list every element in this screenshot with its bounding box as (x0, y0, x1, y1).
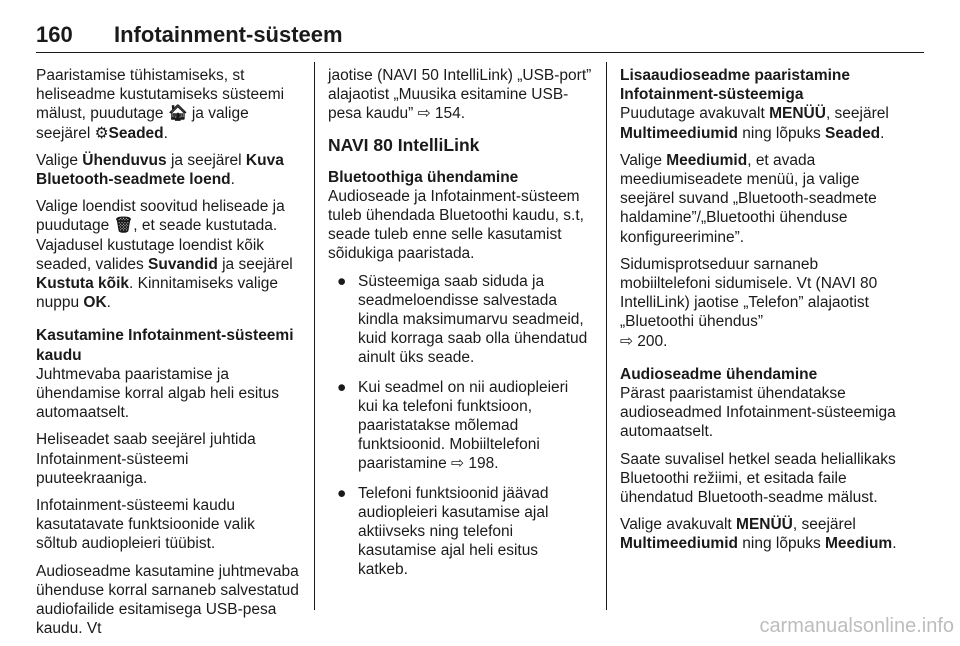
section-heading: Kasutamine Infotainment-süsteemi kaudu (36, 327, 294, 364)
paragraph: Valige avakuvalt MENÜÜ, seejärel Multimeediumid ning lõpuks Meedium. (620, 516, 897, 553)
list-item: ● Kui seadmel on nii audiopleieri kui ka telefoni funktsioon, paaristatakse mõlemad funktsioonid. Mobiiltelefoni paaristamine ⇨ 198. (337, 378, 569, 473)
page-ref-arrow-icon: ⇨ (451, 455, 469, 473)
header-rule (36, 52, 924, 53)
paragraph: Valige Meediumid, et avada meediumiseadete menüü, ja valige seejärel suvand „Bluetooth-seadmete haldamine”/„Bluetoothi ühenduse konfigureerimine”. (620, 151, 877, 246)
page-title: Infotainment-süsteem (114, 22, 343, 47)
gear-icon: ⚙ (94, 124, 109, 142)
column-3 (620, 66, 906, 562)
list-item: ● Telefoni funktsioonid jäävad audiopleieri kasutamise ajal aktiivseks ning telefoni kasutamise ajal heli esitus katkeb. (337, 484, 549, 579)
home-icon: 🏠︎ (167, 105, 188, 123)
paragraph: Infotainment-süsteemi kaudu kasutatavate funktsioonide valik sõltub audiopleieri tüübist. (36, 497, 255, 553)
paragraph: Audioseade ja Infotainment-süsteem tuleb ühendada Bluetoothi kaudu, s.t, seade tuleb enne selle kasutamist sõidukiga paaristada. (328, 187, 584, 263)
paragraph: Juhtmevaba paaristamise ja ühendamise korral algab heli esitus automaatselt. (36, 365, 279, 422)
page-number: 160 (36, 22, 73, 47)
paragraph: Paaristamise tühistamiseks, st heliseadme kustutamiseks süsteemi mälust, puudutage 🏠︎ ja valige seejärel ⚙Seaded. (36, 67, 285, 142)
paragraph: Pärast paaristamist ühendatakse audioseadmed Infotainment-süsteemiga automaatselt. (620, 385, 896, 441)
column-1 (36, 66, 300, 646)
page-ref-arrow-icon: ⇨ (620, 332, 638, 350)
paragraph: Audioseadme kasutamine juhtmevaba ühenduse korral sarnaneb salvestatud audiofailide esitamisega USB-pesa kaudu. Vt (36, 562, 299, 638)
page-header (36, 22, 924, 52)
paragraph: Sidumisprotseduur sarnaneb mobiiltelefoni sidumisele. Vt (NAVI 80 IntelliLink) jaotise „Telefon” alajaotist „Bluetoothi ühendus” ⇨ 200. (620, 255, 878, 350)
list-item: ● Süsteemiga saab siduda ja seadmeloendisse salvestada kindla maksimumarvu seadmeid, kuid korraga saab olla ühendatud ainult üks seade. (337, 272, 588, 367)
bullet-list (328, 272, 592, 580)
trash-icon: 🗑︎ (113, 217, 134, 235)
bullet-icon: ● (337, 272, 347, 290)
paragraph: Valige Ühenduvus ja seejärel Kuva Bluetooth-seadmete loend. (36, 151, 284, 189)
section-heading: Bluetoothiga ühendamine (328, 168, 519, 186)
column-2 (328, 66, 592, 590)
bullet-icon: ● (337, 484, 347, 502)
watermark: carmanualsonline.info (759, 615, 954, 637)
bullet-icon: ● (337, 378, 347, 396)
paragraph: Valige loendist soovitud heliseade ja puudutage 🗑︎, et seade kustutada. Vajadusel kustutage loendist kõik seaded, valides Suvandid ja seejärel Kustuta kõik. Kinnitamiseks valige nuppu OK. (36, 198, 293, 312)
paragraph: Puudutage avakuvalt MENÜÜ, seejärel Multimeediumid ning lõpuks Seaded. (620, 105, 889, 142)
section-heading: Audioseadme ühendamine (620, 365, 818, 383)
column-divider-1 (314, 62, 315, 610)
paragraph: Heliseadet saab seejärel juhtida Infotainment-süsteemi puuteekraaniga. (36, 431, 256, 487)
section-heading: Lisaaudioseadme paaristamine Infotainment-süsteemiga (620, 67, 851, 104)
paragraph: Saate suvalisel hetkel seada heliallikaks Bluetoothi režiimi, et esitada faile ühendatud Bluetooth-seadme mälust. (620, 450, 896, 507)
paragraph: jaotise (NAVI 50 IntelliLink) „USB-port” alajaotist „Muusika esitamine USB-pesa kaudu” ⇨ 154. (328, 67, 592, 123)
section-title: NAVI 80 IntelliLink (328, 134, 480, 155)
page-ref-arrow-icon: ⇨ (417, 105, 435, 123)
column-divider-2 (606, 62, 607, 610)
